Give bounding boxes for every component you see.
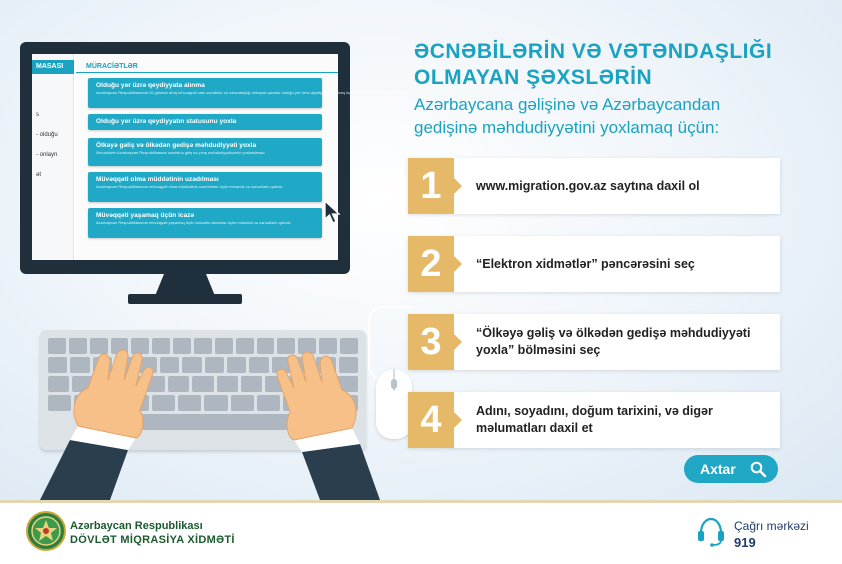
- service-card-title: Müvəqqəti olma müddətinin uzadılması: [96, 176, 219, 183]
- headline-line-2: OLMAYAN ŞƏXSLƏRİN: [414, 66, 653, 89]
- mouse-wheel: [391, 379, 397, 389]
- subtitle-line-2: gedişinə məhdudiyyətini yoxlamaq üçün:: [414, 118, 720, 137]
- step-number: 4: [408, 392, 454, 448]
- service-card-desc: Azərbaycan Respublikasında müvəqqəti olma müddətinin uzadılması üçün müraciət və sənədlərin qəbulu: [96, 184, 283, 189]
- screen-main: [76, 54, 410, 260]
- org-name-line-2: DÖVLƏT MİQRASİYA XİDMƏTİ: [70, 534, 235, 546]
- service-card[interactable]: [88, 208, 322, 238]
- step-text: www.migration.gov.az saytına daxil ol: [476, 178, 700, 193]
- state-emblem-logo: [26, 511, 66, 551]
- monitor-stand: [155, 274, 215, 296]
- step-number: 1: [408, 158, 454, 214]
- sidebar-item[interactable]: ət: [36, 172, 42, 178]
- step-text: Adını, soyadını, doğum tarixini, və digər məlumatları daxil et: [476, 404, 713, 435]
- emblem-icon: [28, 513, 64, 549]
- service-card-desc: Əcnəbilərin Azərbaycan Respublikasına ərazisinə giriş və çıxış məhdudiyyətlərinin yoxlanılması: [96, 150, 265, 155]
- service-card-title: Olduğu yer üzrə qeydiyyata alınma: [96, 82, 205, 89]
- call-center-number[interactable]: 919: [734, 535, 756, 550]
- service-card[interactable]: [88, 114, 322, 130]
- service-card[interactable]: [88, 78, 410, 108]
- subtitle-line-1: Azərbaycana gəlişinə və Azərbaycandan: [414, 95, 721, 114]
- headline-line-1: ƏCNƏBİLƏRİN VƏ VƏTƏNDAŞLIĞI: [414, 40, 773, 63]
- search-icon: [750, 461, 766, 477]
- service-card-desc: Azərbaycan Respublikasında 10 gündən artıq müvəqqəti olan əcnəbilər və vətəndaşlığı olmayan şəxslər olduğu yer üzrə qeydiyyata alınmaq üçün müraciət və sənədlərin qəbulu: [96, 90, 410, 95]
- call-center-label: Çağrı mərkəzi: [734, 519, 809, 533]
- mouse-cursor-icon: [324, 200, 342, 224]
- service-card-title: Müvəqqəti yaşamaq üçün icazə: [96, 212, 195, 219]
- step-text: “Elektron xidmətlər” pəncərəsini seç: [476, 256, 695, 271]
- service-card-desc: Azərbaycan Respublikasında müvəqqəti yaşamaq üçün icazənin alınması üçün müraciət və sənədlərin qəbulu: [96, 220, 291, 225]
- sidebar-item[interactable]: s: [36, 112, 39, 118]
- headset-icon: [694, 514, 728, 548]
- step-text: “Ölkəyə gəliş və ölkədən gedişə mәhdudiyyəti yoxla” bölməsini seç: [476, 326, 751, 357]
- monitor-base: [128, 294, 242, 304]
- typing-hands-illustration: [40, 340, 380, 500]
- step-2: [408, 236, 780, 292]
- screen-sidebar: [32, 54, 74, 260]
- computer-mouse: [376, 369, 412, 439]
- step-number: 2: [408, 236, 454, 292]
- service-card[interactable]: [88, 172, 322, 202]
- search-button-label: Axtar: [700, 461, 736, 477]
- monitor: [20, 42, 410, 274]
- sidebar-item[interactable]: - olduğu: [36, 132, 58, 138]
- monitor-screen: [32, 54, 410, 260]
- header-divider: [76, 72, 338, 73]
- org-name-line-1: Azərbaycan Respublikası: [70, 520, 203, 532]
- service-card-title: Ölkəyə gəliş və ölkədən gedişə məhdudiyyəti yoxla: [96, 142, 257, 149]
- service-card-title: Olduğu yer üzrə qeydiyyatın statusunu yoxla: [96, 118, 237, 125]
- step-3: [408, 314, 780, 370]
- step-number: 3: [408, 314, 454, 370]
- search-button[interactable]: [684, 455, 778, 483]
- sidebar-item[interactable]: - onlayn: [36, 152, 58, 158]
- sidebar-header: MASASI: [32, 60, 74, 74]
- step-1: [408, 158, 780, 214]
- step-4: [408, 392, 780, 448]
- service-card-selected[interactable]: [88, 138, 322, 166]
- applications-header: MÜRACİƏTLƏR: [86, 63, 138, 70]
